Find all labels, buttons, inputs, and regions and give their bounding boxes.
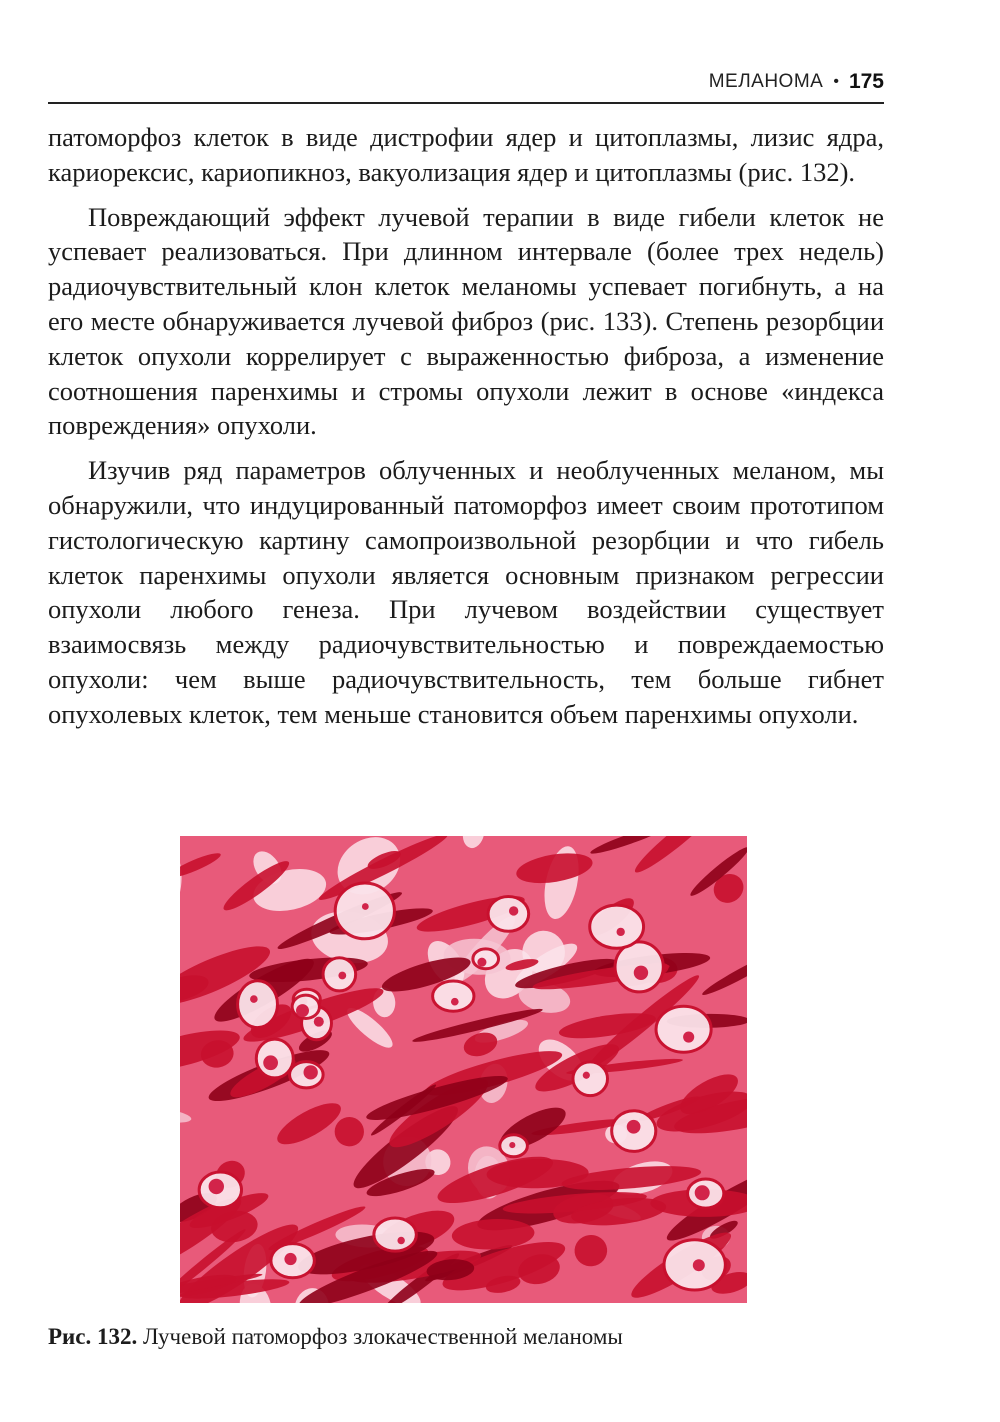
paragraph-1: патоморфоз клеток в виде дистрофии ядер и цитоплазмы, лизис ядра, кариорексис, кариопикноз, вакуолизация ядер и цитоплазмы (рис. 132). [48,122,884,187]
running-header [48,70,884,104]
figure-caption-text: Лучевой патоморфоз злокачественной меланомы [143,1324,623,1349]
body-text [48,120,884,742]
figure-label: Рис. 132. [48,1324,138,1349]
figure-caption [48,1322,623,1352]
paragraph-2: Повреждающий эффект лучевой терапии в виде гибели клеток не успевает реализоваться. При длинном интервале (более трех недель) радиочувствительный клон клеток меланомы успевает погибнуть, а на его месте обнаруживается лучевой фиброз (рис. 133). Степень резорбции клеток опухоли коррелирует с выраженностью фиброза, а изменение соотношения паренхимы и стромы опухоли лежит в основе «индекса повреждения» опухоли. [48,201,884,441]
paragraph-3: Изучив ряд параметров облученных и необлученных меланом, мы обнаружили, что индуцированный патоморфоз имеет своим прототипом гистологическую картину самопроизвольной резорбции и что гибель клеток паренхимы опухоли является основным признаком регрессии опухоли любого генеза. При лучевом воздействии существует взаимосвязь между радиочувствительностью и повреждаемостью опухоли: чем выше радиочувствительность, тем больше гибнет опухолевых клеток, тем меньше становится объем паренхимы опухоли. [48,455,884,729]
running-header-section: МЕЛАНОМА [708,71,824,92]
histology-micrograph [180,836,747,1303]
bullet-separator: • [833,73,839,90]
page-number: 175 [848,70,884,93]
micrograph-drawing [180,836,747,1303]
